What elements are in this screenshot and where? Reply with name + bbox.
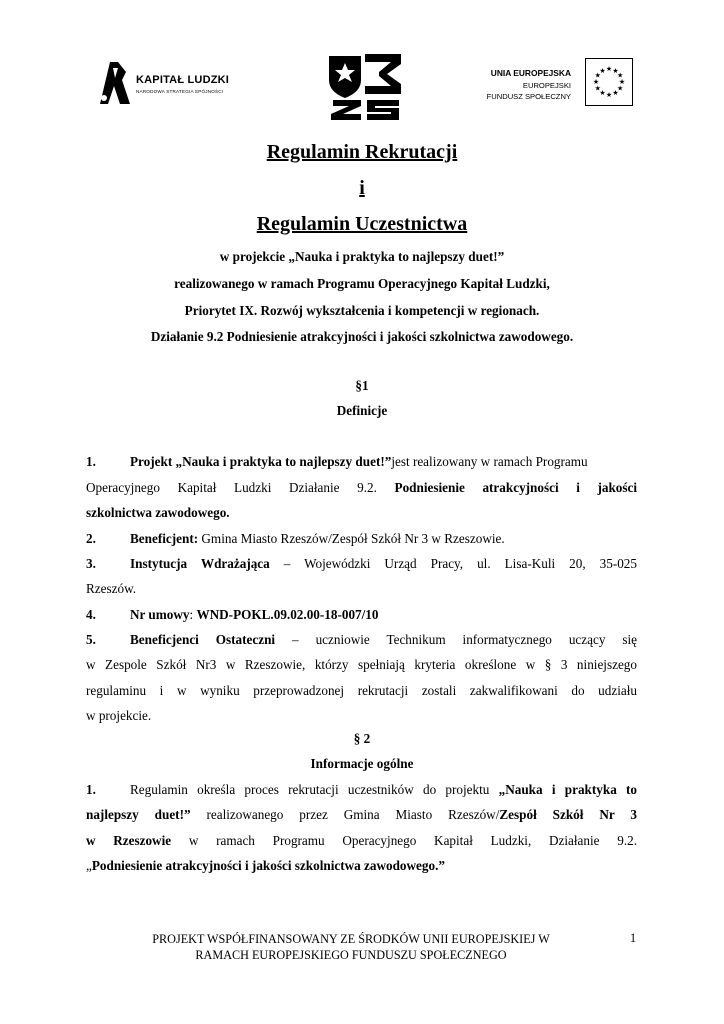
svg-text:★: ★ — [592, 78, 600, 86]
def1-line2 — [86, 480, 637, 496]
svg-text:★: ★ — [594, 84, 601, 93]
def1-line1 — [86, 454, 637, 470]
def4-line1 — [86, 607, 637, 623]
svg-text:★: ★ — [605, 65, 613, 73]
def4-value: WND-POKL.09.02.00-18-007/10 — [196, 607, 379, 622]
footer-line2: RAMACH EUROPEJSKIEGO FUNDUSZU SPOŁECZNEGO — [195, 948, 507, 962]
def5-term: Beneficjenci Ostateczni — [130, 632, 276, 647]
svg-text:★: ★ — [594, 71, 601, 80]
info1-quote: „ — [86, 858, 92, 873]
eu-flag-icon — [585, 58, 633, 106]
info1-measure-name: Podniesienie atrakcyjności i jakości szkolnictwa zawodowego.” — [91, 858, 445, 873]
zs3-school-logo — [327, 50, 403, 122]
svg-text:★: ★ — [599, 89, 606, 98]
def5-line3: regulaminu i w wyniku przeprowadzonej rekrutacji zostali zakwalifikowani do udziału — [86, 683, 637, 698]
info1-text: realizowanego przez Gmina Miasto Rzeszów/ — [206, 807, 500, 822]
def5-text: – uczniowie Technikum informatycznego uczący się — [292, 632, 638, 647]
def2-line1 — [86, 531, 637, 547]
def4-colon: : — [189, 607, 194, 622]
info1-school-city: w Rzeszowie — [86, 833, 172, 848]
def1-word: Kapitał — [177, 480, 217, 495]
info1-project-name: „Nauka i praktyka to — [498, 782, 638, 797]
info1-line3 — [86, 833, 637, 849]
def3-number: 3. — [86, 556, 96, 571]
def3-term: Instytucja Wdrażająca — [130, 556, 270, 571]
eu-logo-line2: EUROPEJSKI — [522, 81, 571, 90]
svg-text:★: ★ — [599, 66, 606, 75]
svg-text:★: ★ — [605, 91, 613, 99]
def1-measure-name: Podniesienie atrakcyjności i jakości — [394, 480, 638, 495]
def2-number: 2. — [86, 531, 96, 546]
kapital-ludzki-logo-icon — [96, 58, 132, 108]
def1-number: 1. — [86, 454, 96, 469]
document-title-second: Regulamin Uczestnictwa — [256, 213, 468, 235]
info1-number: 1. — [86, 782, 96, 797]
section2-sign: § 2 — [353, 731, 371, 746]
zs3-school-logo-icon — [327, 50, 403, 122]
info1-school-name: Zespół Szkół Nr 3 — [499, 807, 637, 822]
def1-line3 — [86, 505, 637, 521]
eu-logo-line1: UNIA EUROPEJSKA — [490, 68, 571, 78]
section1-sign: §1 — [355, 378, 369, 393]
kapital-ludzki-logo — [96, 58, 256, 108]
svg-text:★: ★ — [618, 78, 626, 86]
def2-text: Gmina Miasto Rzeszów/Zespół Szkół Nr 3 w Rzeszowie. — [201, 531, 505, 546]
svg-text:★: ★ — [617, 71, 624, 80]
footer-line1: PROJEKT WSPÓŁFINANSOWANY ZE ŚRODKÓW UNII EUROPEJSKIEJ W — [152, 932, 550, 946]
def1-measure-name-end: szkolnictwa zawodowego. — [86, 505, 230, 520]
eu-logo-line3: FUNDUSZ SPOŁECZNY — [486, 92, 571, 101]
def1-text: jest realizowany w ramach Programu — [391, 454, 588, 469]
info1-line1 — [86, 782, 637, 798]
priority-line: Priorytet IX. Rozwój wykształcenia i kompetencji w regionach. — [184, 303, 540, 318]
info1-line2 — [86, 807, 637, 823]
def4-number: 4. — [86, 607, 96, 622]
document-title: Regulamin Rekrutacji — [266, 141, 458, 163]
def1-word: Działanie — [288, 480, 340, 495]
def5-line2: w Zespole Szkół Nr3 w Rzeszowie, którzy spełniają kryteria określone w § 3 niniejszego — [86, 657, 637, 672]
def1-word: Ludzki — [234, 480, 272, 495]
measure-line: Działanie 9.2 Podniesienie atrakcyjności i jakości szkolnictwa zawodowego. — [150, 329, 574, 344]
svg-text:★: ★ — [612, 66, 619, 75]
def2-term: Beneficjent: — [130, 531, 199, 546]
def1-word: 9.2. — [357, 480, 377, 495]
info1-line4 — [86, 858, 637, 874]
kapital-ludzki-title: KAPITAŁ LUDZKI — [136, 74, 230, 86]
program-line: realizowanego w ramach Programu Operacyjnego Kapitał Ludzki, — [174, 276, 550, 291]
project-name-line: w projekcie „Nauka i praktyka to najlepszy duet!” — [219, 249, 505, 264]
document-title-conjunction: i — [359, 177, 365, 199]
def5-line1 — [86, 632, 637, 648]
kapital-ludzki-subtitle: NARODOWA STRATEGIA SPÓJNOŚCI — [136, 89, 224, 94]
def5-line4: w projekcie. — [86, 708, 152, 723]
eu-efs-logo — [477, 58, 637, 108]
def3-line2: Rzeszów. — [86, 581, 137, 596]
info1-project-name-end: najlepszy duet!” — [86, 807, 191, 822]
def4-term: Nr umowy — [130, 607, 190, 622]
page-number: 1 — [630, 931, 637, 945]
info1-text: Regulamin określa proces rekrutacji uczestników do projektu — [130, 782, 490, 797]
svg-text:★: ★ — [612, 89, 619, 98]
def3-line1 — [86, 556, 637, 572]
def1-word: Operacyjnego — [86, 480, 160, 495]
info1-text: w ramach Programu Operacyjnego Kapitał Ludzki, Działanie 9.2. — [188, 833, 638, 848]
section2-heading: Informacje ogólne — [310, 756, 414, 771]
section1-heading: Definicje — [336, 403, 388, 418]
def5-number: 5. — [86, 632, 96, 647]
def1-project-name: Projekt „Nauka i praktyka to najlepszy duet!” — [130, 454, 392, 469]
svg-text:★: ★ — [617, 84, 624, 93]
page-footer — [86, 931, 616, 963]
def3-text: – Wojewódzki Urząd Pracy, ul. Lisa-Kuli 20, 35-025 — [283, 556, 637, 571]
